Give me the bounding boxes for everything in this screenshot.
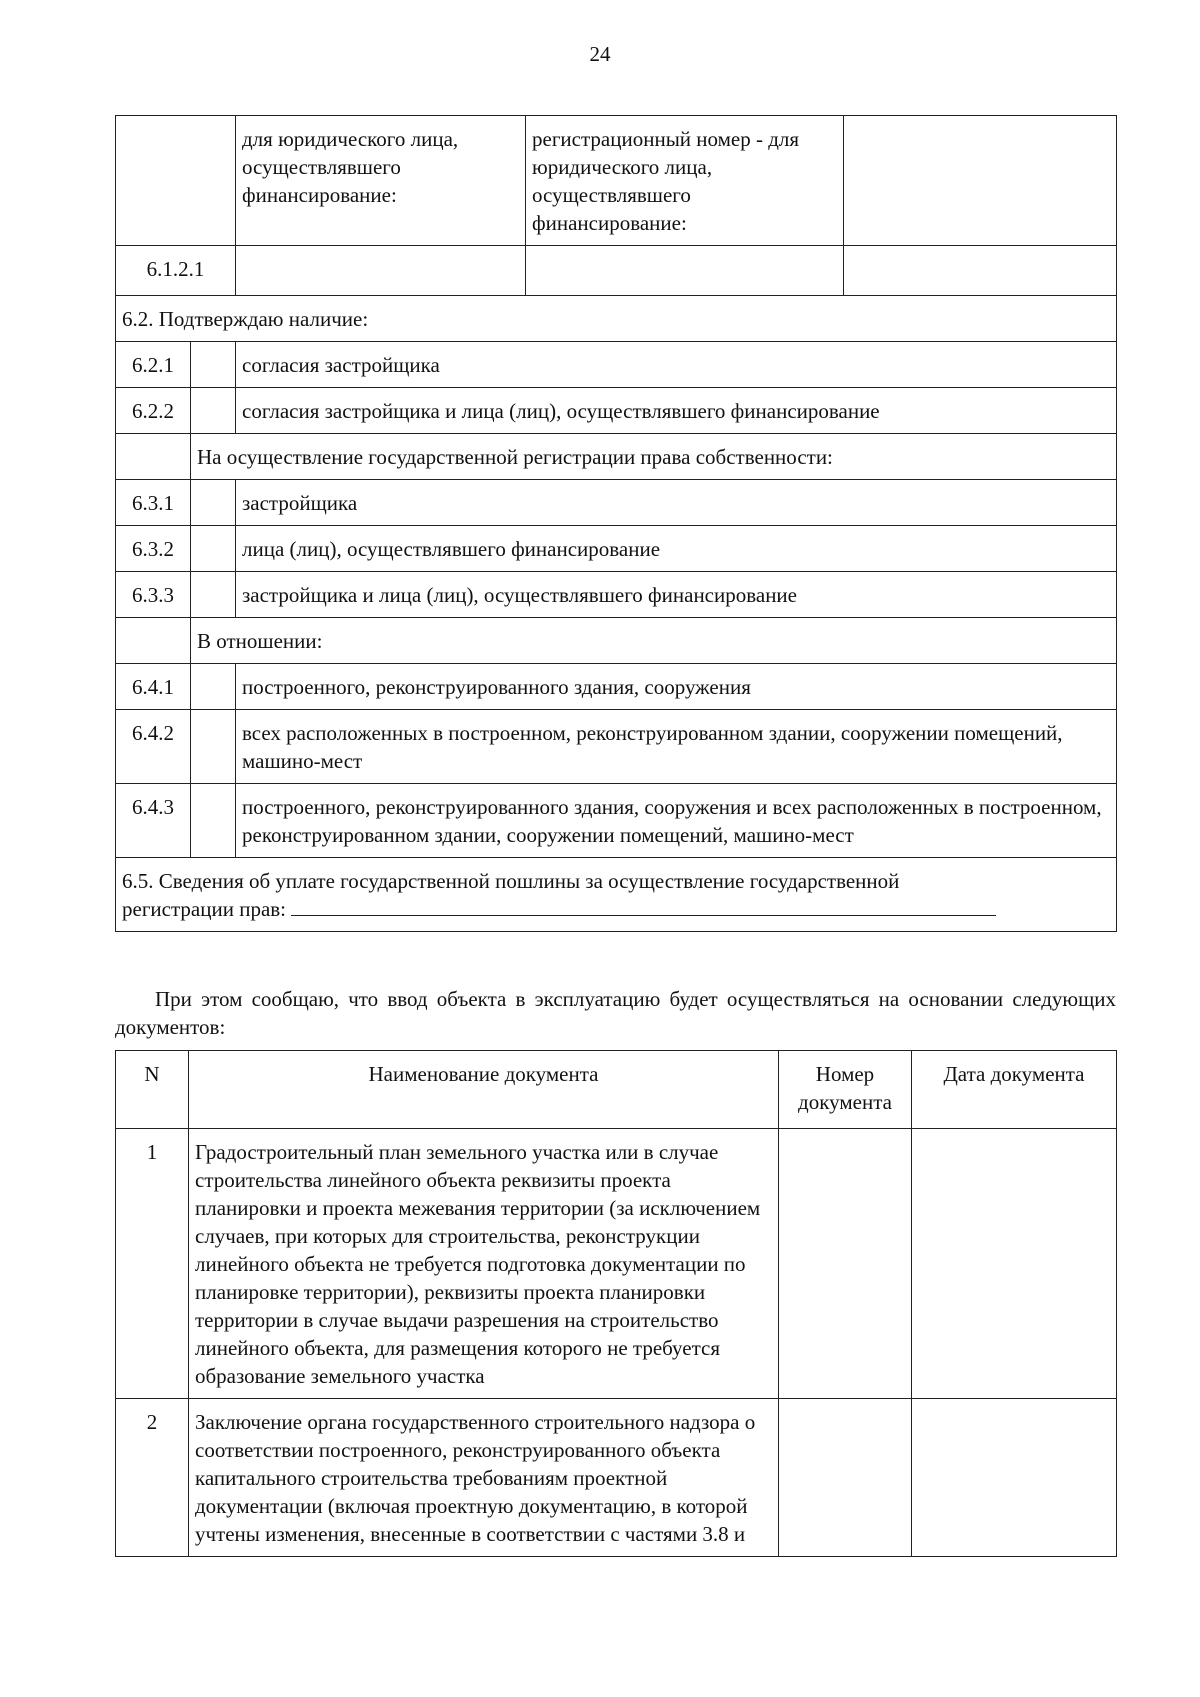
checkbox-cell[interactable] — [191, 572, 236, 618]
table-row — [116, 572, 1117, 618]
option-label: застройщика — [236, 480, 1117, 526]
row-number: 6.2.2 — [116, 388, 191, 434]
fee-info-line1: 6.5. Сведения об уплате государственной пошлины за осуществление государственной — [122, 869, 900, 893]
row-index: 2 — [116, 1399, 189, 1557]
table-row — [116, 784, 1117, 858]
row-number: 6.3.2 — [116, 526, 191, 572]
empty-cell — [116, 434, 191, 480]
empty-cell — [116, 618, 191, 664]
document-name: Градостроительный план земельного участка или в случае строительства линейного объекта реквизиты проекта планировки и проекта межевания территории (за исключением случаев, при которых для строительства, реконструкции линейного объекта не требуется подготовка документации по планировке территории), реквизиты проекта планировки территории в случае выдачи разрешения на строительство линейного объекта, для размещения которого не требуется образование земельного участка — [189, 1129, 779, 1399]
row-number: 6.3.3 — [116, 572, 191, 618]
registration-table — [115, 115, 1117, 932]
document-name: Заключение органа государственного строительного надзора о соответствии построенного, реконструированного объекта капитального строительства требованиям проектной документации (включая проектную документацию, в которой учтены изменения, внесенные в соответствии с частями 3.8 и — [189, 1399, 779, 1557]
checkbox-cell[interactable] — [191, 526, 236, 572]
header-n: N — [116, 1051, 189, 1129]
checkbox-cell[interactable] — [191, 664, 236, 710]
legal-entity-label-cell: для юридического лица, осуществлявшего финансирование: — [236, 116, 526, 246]
row-number: 6.2.1 — [116, 342, 191, 388]
table-row — [116, 526, 1117, 572]
value-cell[interactable] — [526, 246, 844, 296]
table-row — [116, 664, 1117, 710]
fee-info-blank-line[interactable] — [291, 895, 996, 916]
option-label: застройщика и лица (лиц), осуществлявшего финансирование — [236, 572, 1117, 618]
row-number: 6.1.2.1 — [116, 246, 236, 296]
header-name: Наименование документа — [189, 1051, 779, 1129]
section-heading: В отношении: — [191, 618, 1117, 664]
table-row — [116, 480, 1117, 526]
table-row — [116, 388, 1117, 434]
document-number-cell[interactable] — [779, 1399, 912, 1557]
table-row — [116, 710, 1117, 784]
option-label: согласия застройщика — [236, 342, 1117, 388]
header-number: Номер документа — [779, 1051, 912, 1129]
registration-number-label-cell: регистрационный номер - для юридического лица, осуществлявшего финансирование: — [526, 116, 844, 246]
option-label: лица (лиц), осуществлявшего финансирование — [236, 526, 1117, 572]
documents-table — [115, 1050, 1117, 1557]
table-row — [116, 858, 1117, 932]
option-label: всех расположенных в построенном, реконструированном здании, сооружении помещений, машино-мест — [236, 710, 1117, 784]
header-date: Дата документа — [912, 1051, 1117, 1129]
checkbox-cell[interactable] — [191, 784, 236, 858]
value-cell[interactable] — [236, 246, 526, 296]
section-heading: 6.2. Подтверждаю наличие: — [116, 296, 1117, 342]
table-row — [116, 1399, 1117, 1557]
document-date-cell[interactable] — [912, 1129, 1117, 1399]
row-number: 6.4.2 — [116, 710, 191, 784]
table-row — [116, 434, 1117, 480]
fee-info-cell — [116, 858, 1117, 932]
registration-number-value-cell[interactable] — [844, 116, 1117, 246]
checkbox-cell[interactable] — [191, 710, 236, 784]
checkbox-cell[interactable] — [191, 480, 236, 526]
empty-cell[interactable] — [116, 116, 236, 246]
table-row — [116, 1129, 1117, 1399]
checkbox-cell[interactable] — [191, 388, 236, 434]
row-number: 6.4.1 — [116, 664, 191, 710]
fee-info-line2: регистрации прав: — [122, 897, 287, 921]
table-row — [116, 296, 1117, 342]
intro-text: При этом сообщаю, что ввод объекта в эксплуатацию будет осуществляться на основании следующих документов: — [115, 987, 1116, 1039]
option-label: построенного, реконструированного здания, сооружения — [236, 664, 1117, 710]
intro-paragraph — [115, 985, 1116, 1041]
row-number: 6.3.1 — [116, 480, 191, 526]
page-number: 24 — [589, 42, 611, 66]
checkbox-cell[interactable] — [191, 342, 236, 388]
table-row — [116, 116, 1117, 246]
table-row — [116, 246, 1117, 296]
table-row — [116, 342, 1117, 388]
document-number-cell[interactable] — [779, 1129, 912, 1399]
section-heading: На осуществление государственной регистрации права собственности: — [191, 434, 1117, 480]
table-row — [116, 618, 1117, 664]
value-cell[interactable] — [844, 246, 1117, 296]
option-label: построенного, реконструированного здания, сооружения и всех расположенных в построенном, реконструированном здании, сооружении помещений, машино-мест — [236, 784, 1117, 858]
document-date-cell[interactable] — [912, 1399, 1117, 1557]
row-number: 6.4.3 — [116, 784, 191, 858]
table-header-row — [116, 1051, 1117, 1129]
option-label: согласия застройщика и лица (лиц), осуществлявшего финансирование — [236, 388, 1117, 434]
row-index: 1 — [116, 1129, 189, 1399]
